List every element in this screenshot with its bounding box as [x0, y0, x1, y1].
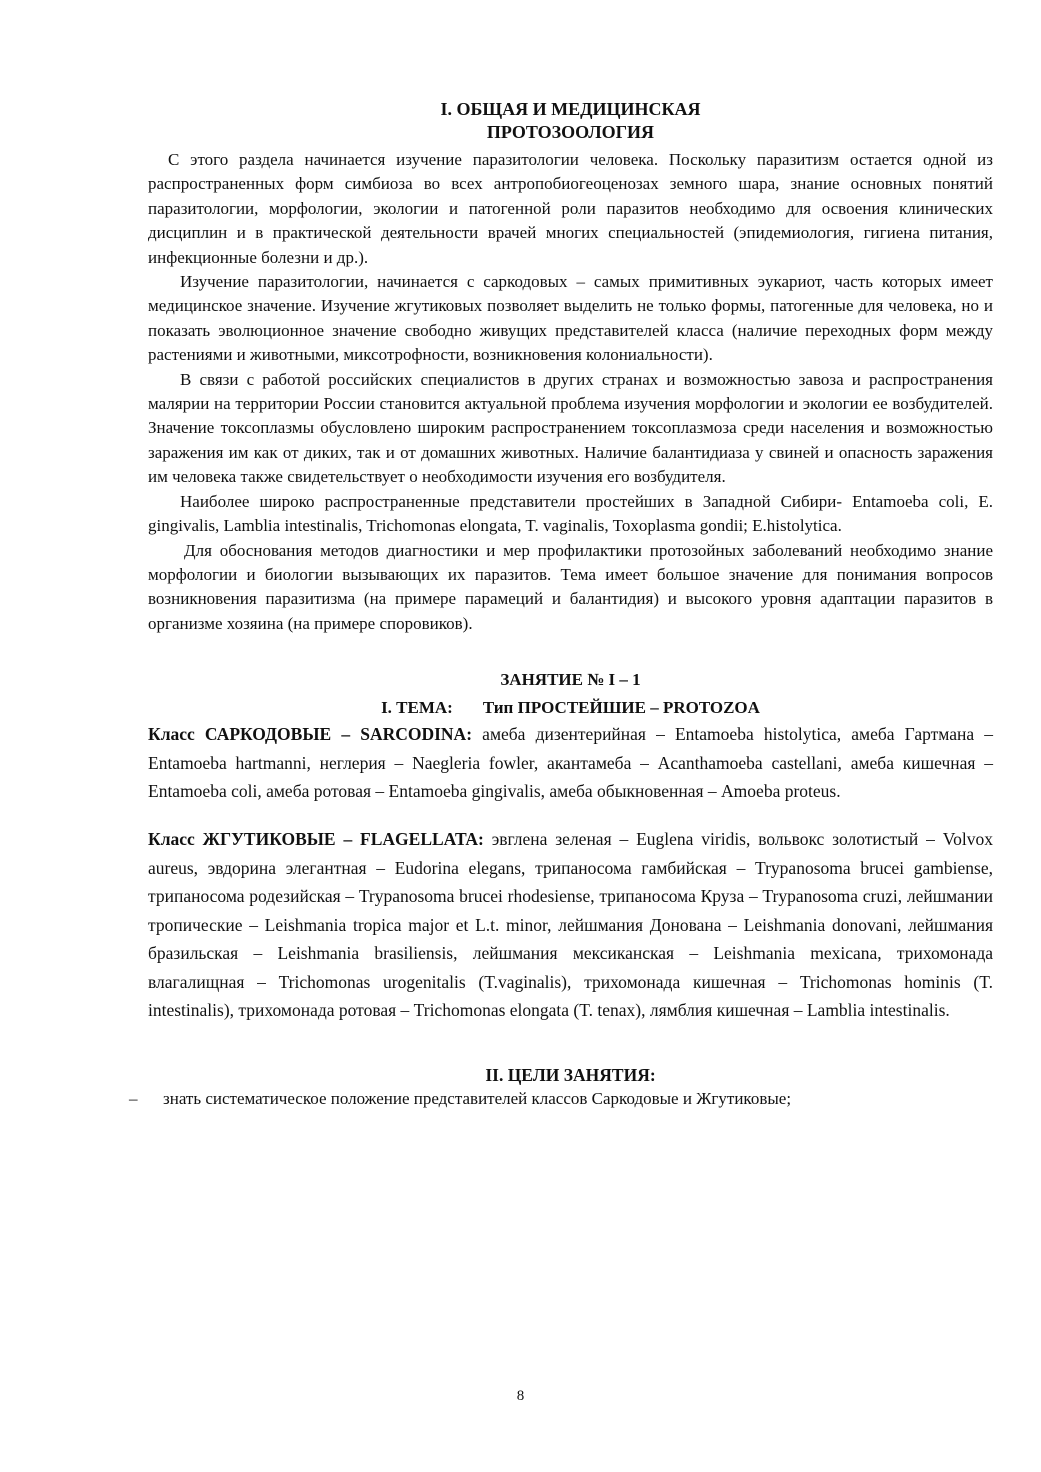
intro-paragraph-5: Для обоснования методов диагностики и мер профилактики протозойных заболеваний необходимо знание морфологии и биологии вызывающих их паразитов. Тема имеет большое значение для понимания вопросов возникновения паразитизма (на примере парамеций и балантидия) и высокого уровня адаптации паразитов в организме хозяина (на примере споровиков). [148, 540, 993, 633]
intro-paragraph-4: Наиболее широко распространенные представители простейших в Западной Сибири- Entamoeba coli, E. gingivalis, Lamblia intestinalis, Trichomonas elongata, T. vaginalis, Toxoplasma gondii; E.histolytica. [148, 491, 993, 536]
class-sarcodina-label: Класс САРКОДОВЫЕ – SARCODINA: [148, 724, 473, 745]
goal-dash: – [129, 1089, 138, 1109]
intro-paragraph-1: С этого раздела начинается изучение паразитологии человека. Поскольку паразитизм остается одной из распространенных форм симбиоза во всех антропобиогеоценозах земного шара, знание основных понятий паразитологии, морфологии, экологии и патогенной роли паразитов необходимо для освоения клинических дисциплин и в практической деятельности врачей многих специальностей (эпидемиология, гигиена питания, инфекционные болезни и др.). [148, 150, 993, 267]
page-number: 8 [516, 1388, 525, 1404]
class-flagellata-text: эвглена зеленая – Euglena viridis, вольвокс золотистый – Volvox aureus, эвдорина элегантная – Eudorina elegans, трипаносома гамбийская – Trypanosoma brucei gambiense, трипаносома родезийская – Trypanosoma brucei rhodesiense, трипаносома Круза – Trypanosoma cruzi, лейшмании тропические – Leishmania tropica major et L.t. minor, лейшмания Донована – Leishmania donovani, лейшмания бразильская – Leishmania brasiliensis, лейшмания мексиканская – Leishmania mexicana, трихомонада влагалищная – Trichomonas urogenitalis (T.vaginalis), трихомонада кишечная – Trichomonas hominis (T. intestinalis), трихомонада ротовая – Trichomonas elongata (T. tenax), лямблия кишечная – Lamblia intestinalis. [148, 828, 993, 1021]
goals-title: II. ЦЕЛИ ЗАНЯТИЯ: [485, 1065, 656, 1086]
intro-paragraph-3: В связи с работой российских специалистов в других странах и возможностью завоза и распространения малярии на территории России становится актуальной проблема изучения морфологии и экологии ее возбудителей. Значение токсоплазмы обусловлено широким распространением токсоплазмоза среди населения и возможностью заражения им как от диких, так и от домашних животных. Наличие балантидиаза у свиней и опасность заражения им человека также свидетельствует о необходимости изучения его возбудителя. [148, 369, 993, 487]
theme-label: I. ТЕМА: [381, 698, 453, 718]
lesson-title: ЗАНЯТИЕ № I – 1 [500, 670, 641, 690]
goal-text: знать систематическое положение представителей классов Саркодовые и Жгутиковые; [163, 1089, 792, 1109]
lesson-theme [148, 696, 993, 720]
section-title-line1: I. ОБЩАЯ И МЕДИЦИНСКАЯ [440, 99, 701, 119]
intro-paragraph-2: Изучение паразитологии, начинается с саркодовых – самых примитивных эукариот, часть которых имеет медицинское значение. Изучение жгутиковых позволяет выделить не только формы, патогенные для человека, но и показать эволюционное значение свободно живущих представителей класса (наличие переходных форм между растениями и животными, миксотрофности, возникновения колониальности). [148, 272, 993, 365]
theme-text: Тип ПРОСТЕЙШИЕ – PROTOZOA [482, 698, 760, 718]
section-title-line2: ПРОТОЗООЛОГИЯ [486, 122, 655, 142]
class-sarcodina-text: амеба дизентерийная – Entamoeba histolytica, амеба Гартмана – Entamoeba hartmanni, неглерия – Naegleria fowler, акантамеба – Acanthamoeba castellani, амеба кишечная – Entamoeba coli, амеба ротовая – Entamoeba gingivalis, амеба обыкновенная – Amoeba proteus. [148, 724, 994, 802]
class-flagellata [148, 825, 993, 1025]
page-content [129, 98, 994, 1111]
class-sarcodina [148, 720, 993, 806]
goal-item [115, 1087, 960, 1111]
class-flagellata-label: Класс ЖГУТИКОВЫЕ – FLAGELLATA: [148, 828, 484, 849]
